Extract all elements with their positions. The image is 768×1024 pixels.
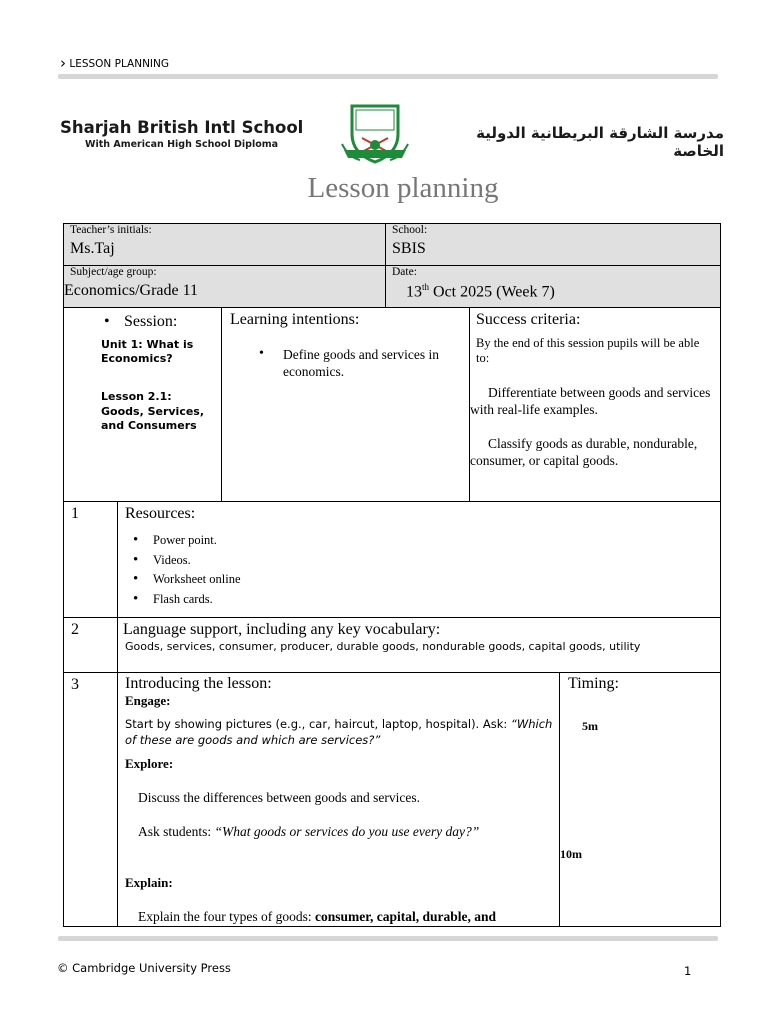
- timing-cell: [559, 672, 721, 927]
- list-item: • Worksheet online: [153, 570, 241, 590]
- page-title: Lesson planning: [307, 172, 499, 204]
- explore-label: Explore:: [125, 756, 174, 771]
- language-number-cell: [63, 617, 118, 673]
- session-label: • Session:: [104, 313, 178, 330]
- school-tagline: With American High School Diploma: [85, 139, 279, 150]
- bullet: •: [259, 346, 264, 361]
- explore-text-2: Ask students: “What goods or services do you use every day?”: [138, 824, 480, 839]
- intro-number-cell: [63, 672, 118, 927]
- bullet: •: [104, 313, 110, 330]
- school-value: SBIS: [392, 240, 426, 257]
- school-name-ar: مدرسة الشارقة البريطانية الدولية الخاصة: [476, 124, 724, 160]
- learning-cell: [221, 307, 470, 502]
- school-label: School:: [392, 224, 428, 236]
- date-value: 13th Oct 2025 (Week 7): [406, 282, 555, 301]
- resources-label: Resources:: [125, 505, 196, 522]
- school-cell: [385, 223, 721, 266]
- subject-label: Subject/age group:: [70, 266, 157, 278]
- explain-text: Explain the four types of goods: consumer, capital, durable, and: [138, 909, 497, 924]
- timing-value-2: 10m: [560, 847, 582, 861]
- school-name-en: Sharjah British Intl School: [60, 118, 304, 137]
- resources-number-cell: [63, 501, 118, 618]
- teacher-cell: [63, 223, 386, 266]
- school-crest-icon: [340, 100, 410, 168]
- date-label: Date:: [392, 266, 417, 278]
- learning-item: • Define goods and services in economics.: [259, 346, 439, 379]
- page-number: 1: [684, 964, 692, 978]
- subject-value: Economics/Grade 11: [64, 282, 199, 299]
- resources-cell: [117, 501, 721, 618]
- intro-label: Introducing the lesson:: [125, 675, 272, 692]
- resources-list: [153, 531, 241, 609]
- intro-cell: [117, 672, 560, 927]
- session-lesson: Lesson 2.1: Goods, Services, and Consumers: [101, 390, 205, 432]
- success-cell: [469, 307, 721, 502]
- explore-text-1: Discuss the differences between goods and services.: [138, 790, 421, 805]
- language-number: 2: [71, 621, 79, 638]
- teacher-label: Teacher’s initials:: [70, 224, 152, 236]
- session-unit: Unit 1: What is Economics?: [101, 338, 194, 365]
- teacher-value: Ms.Taj: [70, 240, 115, 257]
- language-label: Language support, including any key vocabulary:: [123, 621, 441, 638]
- subject-cell: [63, 265, 386, 308]
- list-item: • Power point.: [153, 531, 241, 551]
- footer-divider: [58, 936, 718, 941]
- success-item-2: Classify goods as durable, nondurable, consumer, or capital goods.: [470, 436, 698, 468]
- session-cell: [63, 307, 222, 502]
- timing-value-1: 5m: [582, 719, 598, 733]
- list-item: • Flash cards.: [153, 590, 241, 610]
- timing-label: Timing:: [568, 675, 619, 692]
- header-divider: [58, 74, 718, 79]
- date-cell: [385, 265, 721, 308]
- success-intro: By the end of this session pupils will be able to:: [476, 336, 700, 365]
- chevron-right-icon: ›: [60, 54, 66, 72]
- language-cell: [117, 617, 721, 673]
- explain-label: Explain:: [125, 875, 173, 890]
- engage-label: Engage:: [125, 693, 171, 708]
- success-item-1: Differentiate between goods and services with real-life examples.: [470, 385, 711, 417]
- copyright: © Cambridge University Press: [57, 961, 231, 975]
- language-vocab: Goods, services, consumer, producer, durable goods, nondurable goods, capital goods, utility: [125, 640, 641, 653]
- list-item: • Videos.: [153, 551, 241, 571]
- breadcrumb: › LESSON PLANNING: [60, 54, 170, 72]
- success-label: Success criteria:: [476, 311, 581, 328]
- learning-label: Learning intentions:: [230, 311, 360, 328]
- intro-number: 3: [71, 676, 79, 693]
- engage-text: Start by showing pictures (e.g., car, haircut, laptop, hospital). Ask: “Which of these are goods and which are services?”: [125, 717, 553, 747]
- resources-number: 1: [71, 505, 79, 522]
